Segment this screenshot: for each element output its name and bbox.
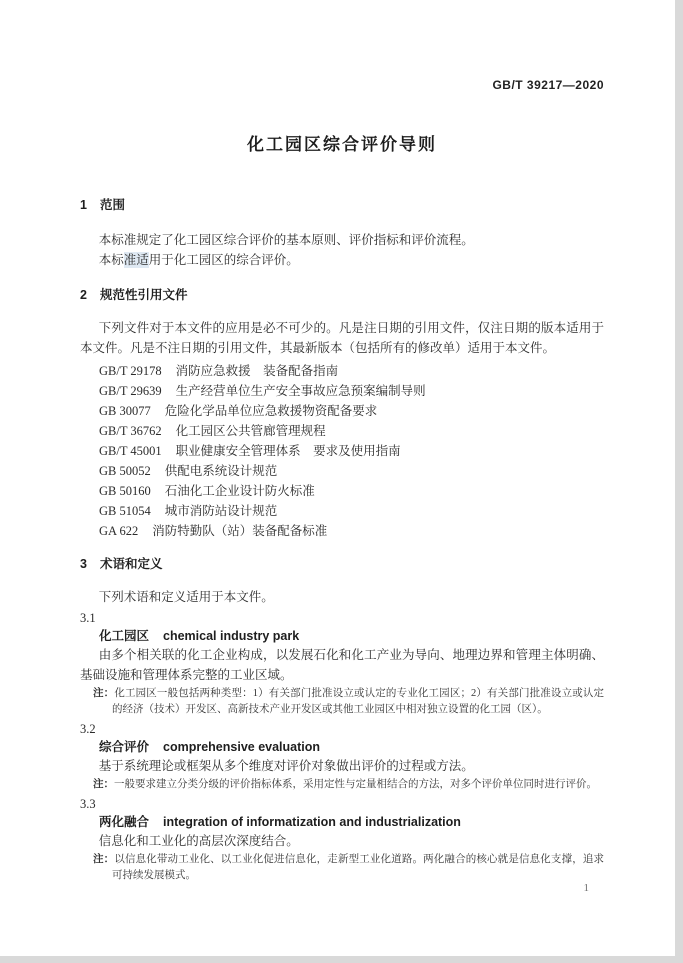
reference-item bbox=[99, 441, 604, 461]
term-3-1 bbox=[80, 609, 604, 718]
document-title: 化工园区综合评价导则 bbox=[247, 135, 437, 154]
reference-item bbox=[99, 361, 604, 381]
term-definition: 基于系统理论或框架从多个维度对评价对象做出评价的过程或方法。 bbox=[98, 759, 474, 773]
reference-title: 消防特勤队（站）装备配备标准 bbox=[152, 524, 328, 538]
term-english: chemical industry park bbox=[163, 629, 300, 643]
term-number: 3.3 bbox=[80, 797, 96, 811]
scope-paragraph-2-start: 本标 bbox=[98, 253, 124, 267]
reference-list bbox=[99, 361, 604, 541]
reference-item bbox=[99, 481, 604, 501]
term-chinese: 两化融合 bbox=[99, 815, 150, 829]
reference-item bbox=[99, 461, 604, 481]
term-chinese: 化工园区 bbox=[99, 629, 150, 643]
reference-code: GA 622 bbox=[99, 524, 139, 538]
section-3-title: 术语和定义 bbox=[99, 557, 163, 571]
term-english: comprehensive evaluation bbox=[163, 740, 321, 754]
reference-code: GB/T 45001 bbox=[99, 444, 162, 458]
reference-item bbox=[99, 381, 604, 401]
reference-code: GB/T 29639 bbox=[99, 384, 162, 398]
note-text: 化工园区一般包括两种类型：1）有关部门批准设立或认定的专业化工园区；2）有关部门批准设立或认定的经济（技术）开发区、高新技术产业开发区或其他工业园区中相对独立设置的化工园（区）。 bbox=[112, 688, 605, 715]
term-definition: 由多个相关联的化工企业构成，以发展石化和化工产业为导向、地理边界和管理主体明确、基础设施和管理体系完整的工业区域。 bbox=[80, 648, 604, 682]
section-1-title: 范围 bbox=[99, 198, 125, 212]
terms-intro: 下列术语和定义适用于本文件。 bbox=[98, 590, 274, 604]
section-1-number: 1 bbox=[80, 198, 87, 212]
reference-title: 石油化工企业设计防火标准 bbox=[164, 484, 315, 498]
section-3-number: 3 bbox=[80, 557, 87, 571]
term-number: 3.2 bbox=[80, 722, 96, 736]
note-label: 注： bbox=[93, 853, 115, 865]
reference-item bbox=[99, 401, 604, 421]
term-number: 3.1 bbox=[80, 611, 96, 625]
reference-code: GB/T 29178 bbox=[99, 364, 162, 378]
reference-item bbox=[99, 521, 604, 541]
term-definition: 信息化和工业化的高层次深度结合。 bbox=[98, 834, 299, 848]
reference-code: GB/T 36762 bbox=[99, 424, 162, 438]
standard-number: GB/T 39217—2020 bbox=[492, 78, 604, 92]
reference-title: 化工园区公共管廊管理规程 bbox=[175, 424, 326, 438]
section-3-heading bbox=[80, 555, 604, 573]
term-english: integration of informatization and industrialization bbox=[163, 815, 461, 829]
highlighted-text: 准适 bbox=[123, 253, 149, 267]
term-title bbox=[99, 627, 604, 645]
reference-item bbox=[99, 421, 604, 441]
reference-title: 供配电系统设计规范 bbox=[164, 464, 278, 478]
note-label: 注： bbox=[93, 687, 115, 699]
reference-code: GB 30077 bbox=[99, 404, 151, 418]
reference-title: 城市消防站设计规范 bbox=[164, 504, 278, 518]
term-note bbox=[93, 851, 604, 884]
reference-title: 危险化学品单位应急救援物资配备要求 bbox=[164, 404, 378, 418]
reference-item bbox=[99, 501, 604, 521]
references-intro: 下列文件对于本文件的应用是必不可少的。凡是注日期的引用文件，仅注日期的版本适用于本文件。凡是不注日期的引用文件，其最新版本（包括所有的修改单）适用于本文件。 bbox=[80, 321, 604, 355]
page-number: 1 bbox=[583, 882, 589, 894]
term-title bbox=[99, 813, 604, 831]
note-label: 注： bbox=[93, 778, 114, 790]
term-title bbox=[99, 738, 604, 756]
scope-paragraph-1: 本标准规定了化工园区综合评价的基本原则、评价指标和评价流程。 bbox=[98, 233, 474, 247]
scope-paragraph-2 bbox=[80, 250, 604, 270]
section-2-number: 2 bbox=[80, 288, 87, 302]
reference-code: GB 50052 bbox=[99, 464, 151, 478]
reference-code: GB 50160 bbox=[99, 484, 151, 498]
term-chinese: 综合评价 bbox=[99, 740, 150, 754]
scope-paragraph-2-end: 用于化工园区的综合评价。 bbox=[148, 253, 299, 267]
section-1-heading bbox=[80, 196, 604, 214]
section-2-title: 规范性引用文件 bbox=[99, 288, 188, 302]
term-3-2 bbox=[80, 720, 604, 793]
term-note bbox=[93, 685, 604, 718]
section-2-heading bbox=[80, 286, 604, 304]
note-text: 以信息化带动工业化、以工业化促进信息化，走新型工业化道路。两化融合的核心就是信息化支撑，追求可持续发展模式。 bbox=[112, 854, 605, 881]
term-3-3 bbox=[80, 795, 604, 884]
reference-title: 生产经营单位生产安全事故应急预案编制导则 bbox=[175, 384, 426, 398]
reference-code: GB 51054 bbox=[99, 504, 151, 518]
reference-title: 职业健康安全管理体系 要求及使用指南 bbox=[175, 444, 401, 458]
note-text: 一般要求建立分类分级的评价指标体系，采用定性与定量相结合的方法，对多个评价单位同时进行评价。 bbox=[114, 779, 597, 790]
term-note bbox=[93, 776, 604, 793]
reference-title: 消防应急救援 装备配备指南 bbox=[175, 364, 339, 378]
